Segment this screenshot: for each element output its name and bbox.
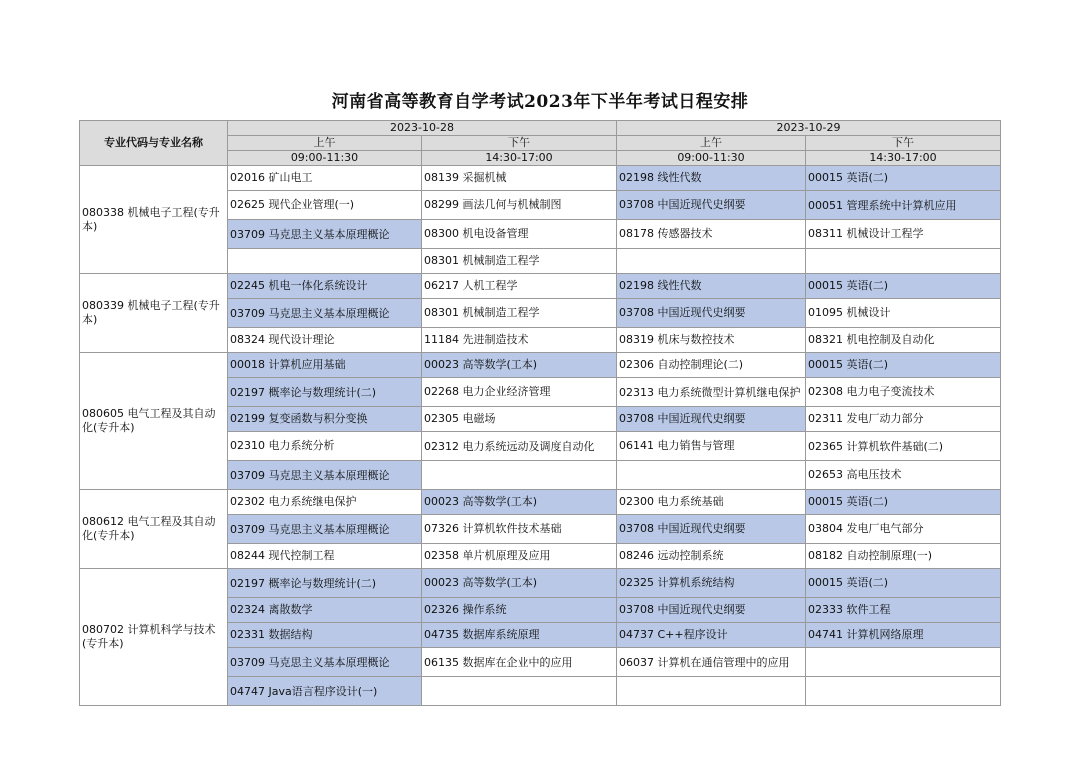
major-name: 080605 电气工程及其自动化(专升本) <box>80 353 228 490</box>
exam-cell: 03709 马克思主义基本原理概论 <box>228 220 422 249</box>
exam-cell: 02016 矿山电工 <box>228 166 422 191</box>
exam-cell: 03708 中国近现代史纲要 <box>617 515 806 544</box>
exam-cell: 02310 电力系统分析 <box>228 432 422 461</box>
header-time-3: 09:00-11:30 <box>617 151 806 166</box>
table-body <box>80 166 1001 706</box>
exam-cell: 02197 概率论与数理统计(二) <box>228 569 422 598</box>
exam-cell: 04737 C++程序设计 <box>617 623 806 648</box>
exam-cell: 02197 概率论与数理统计(二) <box>228 378 422 407</box>
exam-cell: 02625 现代企业管理(一) <box>228 191 422 220</box>
exam-cell <box>617 677 806 706</box>
exam-cell: 02245 机电一体化系统设计 <box>228 274 422 299</box>
exam-cell: 02324 离散数学 <box>228 598 422 623</box>
exam-cell: 00015 英语(二) <box>806 166 1001 191</box>
header-time-1: 09:00-11:30 <box>228 151 422 166</box>
exam-cell: 03709 马克思主义基本原理概论 <box>228 461 422 490</box>
exam-cell: 03708 中国近现代史纲要 <box>617 191 806 220</box>
exam-cell: 11184 先进制造技术 <box>422 328 617 353</box>
major-name: 080612 电气工程及其自动化(专升本) <box>80 490 228 569</box>
exam-cell: 08299 画法几何与机械制图 <box>422 191 617 220</box>
exam-cell: 08139 采掘机械 <box>422 166 617 191</box>
exam-cell: 02326 操作系统 <box>422 598 617 623</box>
exam-cell: 04741 计算机网络原理 <box>806 623 1001 648</box>
exam-cell: 08178 传感器技术 <box>617 220 806 249</box>
exam-cell: 03708 中国近现代史纲要 <box>617 299 806 328</box>
exam-cell: 02198 线性代数 <box>617 274 806 299</box>
exam-cell: 00023 高等数学(工本) <box>422 490 617 515</box>
exam-cell: 02325 计算机系统结构 <box>617 569 806 598</box>
exam-cell <box>617 461 806 490</box>
exam-cell: 06037 计算机在通信管理中的应用 <box>617 648 806 677</box>
exam-cell: 08311 机械设计工程学 <box>806 220 1001 249</box>
major-name: 080702 计算机科学与技术(专升本) <box>80 569 228 706</box>
exam-cell: 02300 电力系统基础 <box>617 490 806 515</box>
header-session-4: 下午 <box>806 136 1001 151</box>
schedule-table <box>79 120 1001 706</box>
header-date-1: 2023-10-28 <box>228 121 617 136</box>
exam-cell: 04747 Java语言程序设计(一) <box>228 677 422 706</box>
table-row <box>80 569 1001 598</box>
exam-cell <box>228 249 422 274</box>
exam-cell: 02268 电力企业经济管理 <box>422 378 617 407</box>
exam-cell: 00015 英语(二) <box>806 490 1001 515</box>
exam-cell: 02365 计算机软件基础(二) <box>806 432 1001 461</box>
exam-cell: 08321 机电控制及自动化 <box>806 328 1001 353</box>
exam-cell: 06135 数据库在企业中的应用 <box>422 648 617 677</box>
exam-cell: 06217 人机工程学 <box>422 274 617 299</box>
table-row <box>80 490 1001 515</box>
exam-cell: 02653 高电压技术 <box>806 461 1001 490</box>
exam-cell: 02305 电磁场 <box>422 407 617 432</box>
exam-cell: 00015 英语(二) <box>806 274 1001 299</box>
header-time-2: 14:30-17:00 <box>422 151 617 166</box>
exam-cell: 07326 计算机软件技术基础 <box>422 515 617 544</box>
table-header <box>80 121 1001 166</box>
exam-cell: 04735 数据库系统原理 <box>422 623 617 648</box>
header-session-1: 上午 <box>228 136 422 151</box>
exam-cell: 00015 英语(二) <box>806 353 1001 378</box>
exam-cell: 03708 中国近现代史纲要 <box>617 407 806 432</box>
exam-cell <box>806 648 1001 677</box>
exam-cell: 03708 中国近现代史纲要 <box>617 598 806 623</box>
exam-cell <box>806 249 1001 274</box>
header-major: 专业代码与专业名称 <box>80 121 228 166</box>
exam-cell: 02358 单片机原理及应用 <box>422 544 617 569</box>
exam-cell: 03804 发电厂电气部分 <box>806 515 1001 544</box>
exam-cell: 03709 马克思主义基本原理概论 <box>228 515 422 544</box>
exam-cell: 02199 复变函数与积分变换 <box>228 407 422 432</box>
exam-cell: 08244 现代控制工程 <box>228 544 422 569</box>
page-title: 河南省高等教育自学考试2023年下半年考试日程安排 <box>331 92 749 112</box>
exam-cell: 03709 马克思主义基本原理概论 <box>228 299 422 328</box>
exam-cell: 02333 软件工程 <box>806 598 1001 623</box>
exam-cell: 02198 线性代数 <box>617 166 806 191</box>
exam-cell: 03709 马克思主义基本原理概论 <box>228 648 422 677</box>
header-time-4: 14:30-17:00 <box>806 151 1001 166</box>
exam-cell <box>617 249 806 274</box>
exam-cell <box>422 461 617 490</box>
exam-cell: 08319 机床与数控技术 <box>617 328 806 353</box>
exam-cell <box>806 677 1001 706</box>
exam-cell: 08324 现代设计理论 <box>228 328 422 353</box>
exam-cell: 00023 高等数学(工本) <box>422 569 617 598</box>
header-date-2: 2023-10-29 <box>617 121 1001 136</box>
exam-cell: 08301 机械制造工程学 <box>422 299 617 328</box>
exam-cell: 02311 发电厂动力部分 <box>806 407 1001 432</box>
exam-cell: 02302 电力系统继电保护 <box>228 490 422 515</box>
exam-cell: 06141 电力销售与管理 <box>617 432 806 461</box>
exam-cell <box>422 677 617 706</box>
exam-cell: 08182 自动控制原理(一) <box>806 544 1001 569</box>
major-name: 080338 机械电子工程(专升本) <box>80 166 228 274</box>
exam-cell: 00051 管理系统中计算机应用 <box>806 191 1001 220</box>
header-session-2: 下午 <box>422 136 617 151</box>
exam-cell: 02331 数据结构 <box>228 623 422 648</box>
header-session-3: 上午 <box>617 136 806 151</box>
exam-cell: 02306 自动控制理论(二) <box>617 353 806 378</box>
exam-cell: 08300 机电设备管理 <box>422 220 617 249</box>
exam-cell: 00018 计算机应用基础 <box>228 353 422 378</box>
exam-cell: 08301 机械制造工程学 <box>422 249 617 274</box>
table-row <box>80 353 1001 378</box>
exam-cell: 02308 电力电子变流技术 <box>806 378 1001 407</box>
exam-cell: 08246 远动控制系统 <box>617 544 806 569</box>
exam-cell: 02313 电力系统微型计算机继电保护 <box>617 378 806 407</box>
exam-cell: 00023 高等数学(工本) <box>422 353 617 378</box>
table-row <box>80 274 1001 299</box>
table-row <box>80 166 1001 191</box>
major-name: 080339 机械电子工程(专升本) <box>80 274 228 353</box>
exam-cell: 00015 英语(二) <box>806 569 1001 598</box>
exam-cell: 01095 机械设计 <box>806 299 1001 328</box>
exam-cell: 02312 电力系统远动及调度自动化 <box>422 432 617 461</box>
